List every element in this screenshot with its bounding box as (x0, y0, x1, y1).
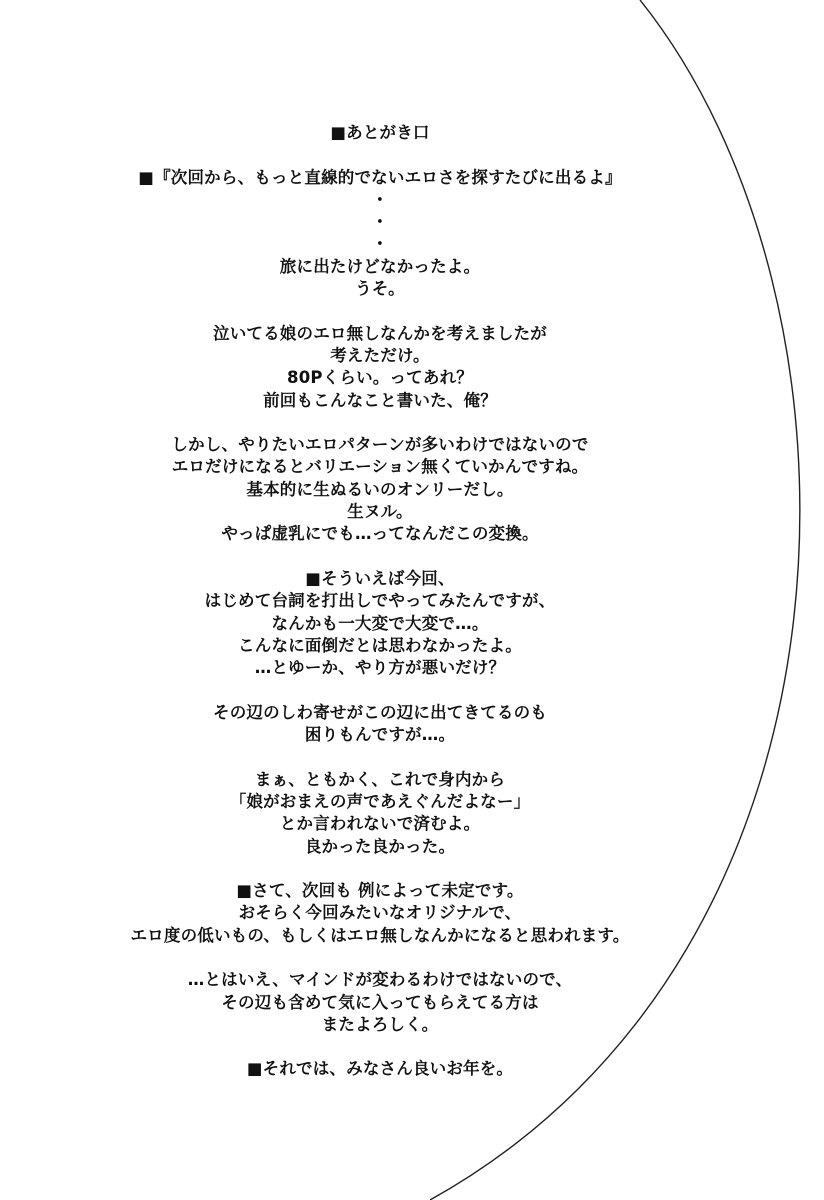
spacer (110, 679, 650, 701)
paragraph-1 (110, 256, 650, 301)
text-line: エロだけになるとバリエーション無くていかんですね。 (171, 457, 589, 477)
text-line: 考えただけ。 (330, 345, 430, 365)
text-line: ■それでは、みなさん良いお年を。 (246, 1059, 514, 1079)
spacer (110, 746, 650, 768)
afterword-subtitle: ■『次回から、もっと直線的でないエロさを探すたびに出るよ』 (138, 167, 622, 187)
text-line: ■そういえば今回、 (305, 568, 455, 588)
spacer (110, 412, 650, 434)
text-line: こんなに面倒だとは思わなかったよ。 (238, 635, 522, 655)
afterword-text (110, 122, 650, 1081)
paragraph-7 (110, 880, 650, 947)
ellipsis-dot: ・ (371, 234, 389, 254)
paragraph-9 (110, 1058, 650, 1080)
paragraph-5 (110, 702, 650, 747)
paragraph-8 (110, 969, 650, 1036)
text-line: 困りもんですが…。 (304, 725, 456, 745)
ellipsis-dot: ・ (371, 189, 389, 209)
spacer (110, 300, 650, 322)
paragraph-6 (110, 769, 650, 858)
text-line: うそ。 (355, 279, 405, 299)
text-line: まぁ、ともかく、これで身内から (254, 769, 506, 789)
spacer (110, 144, 650, 166)
text-line: ■さて、次回も 例によって未定です。 (236, 881, 524, 901)
paragraph-3 (110, 434, 650, 545)
spacer (110, 858, 650, 880)
spacer (110, 546, 650, 568)
text-line: なんかも一大変で大変で…。 (271, 613, 489, 633)
text-line: はじめて台詞を打出しでやってみたんですが、 (204, 591, 556, 611)
spacer (110, 947, 650, 969)
text-line: おそらく今回みたいなオリジナルで、 (238, 903, 522, 923)
text-line: しかし、やりたいエロパターンが多いわけではないので (171, 435, 589, 455)
text-line: 泣いてる娘のエロ無しなんかを考えましたが (213, 323, 547, 343)
text-line: その辺のしわ寄せがこの辺に出てきてるのも (213, 702, 547, 722)
text-line: 前回もこんなこと書いた、俺？ (263, 390, 497, 410)
text-line: …とはいえ、マインドが変わるわけではないので、 (187, 970, 573, 990)
afterword-title: ■あとがき口 (330, 123, 430, 142)
text-line: その辺も含めて気に入ってもらえてる方は (221, 992, 539, 1012)
text-line: …とゆーか、やり方が悪いだけ？ (254, 658, 506, 678)
ellipsis-dot: ・ (371, 212, 389, 232)
text-line: とか言われないで済むよ。 (279, 814, 481, 834)
text-line: エロ度の低いもの、もしくはエロ無しなんかになると思われます。 (130, 925, 630, 945)
text-line: またよろしく。 (321, 1014, 439, 1034)
text-line: 生ヌル。 (347, 502, 413, 522)
paragraph-4 (110, 568, 650, 679)
paragraph-2 (110, 323, 650, 412)
text-line: 旅に出たけどなかったよ。 (279, 256, 481, 276)
text-line: 良かった良かった。 (304, 836, 456, 856)
spacer (110, 1036, 650, 1058)
text-line: やっぱ虚乳にでも…ってなんだこの変換。 (221, 524, 539, 544)
text-line: 基本的に生ぬるいのオンリーだし。 (246, 479, 514, 499)
text-line: 80Pくらい。ってあれ？ (287, 368, 473, 388)
text-line: 「娘がおまえの声であえぐんだよなー」 (229, 791, 531, 811)
